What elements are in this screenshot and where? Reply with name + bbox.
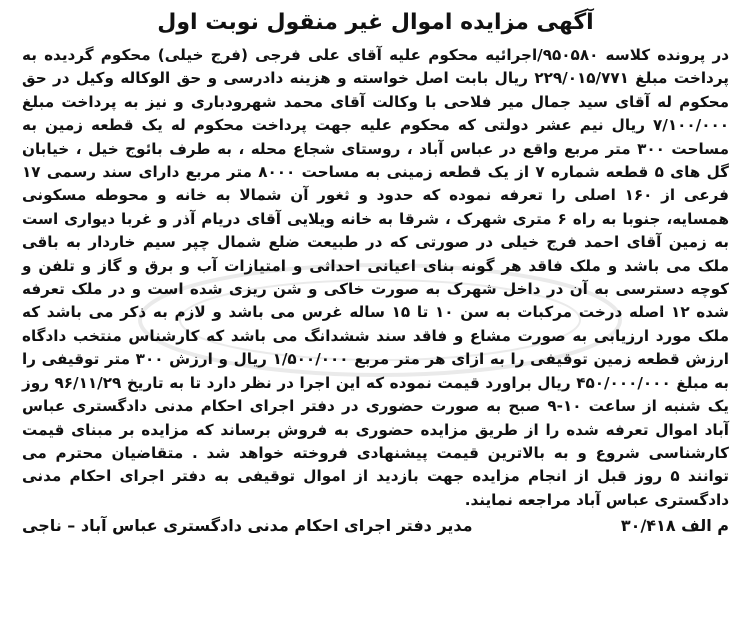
notice-signature: مدیر دفتر اجرای احکام مدنی دادگستری عباس آباد – ناجی <box>22 516 473 536</box>
notice-footer <box>22 514 729 538</box>
notice-title: آگهی مزایده اموال غیر منقول نوبت اول <box>157 10 594 35</box>
auction-notice <box>22 8 729 608</box>
notice-body: در پرونده کلاسه ۹۵۰۵۸۰/اجرائیه محکوم علیه آقای علی فرجی (فرج خیلی) محکوم گردیده به پرداخت مبلغ ۲۲۹/۰۱۵/۷۷۱ ریال بابت اصل خواسته و هزینه دادرسی و حق الوکاله وکیل در حق محکوم له آقای سید جمال میر فلاحی با وکالت آقای محمد شهرودباری و نیز به پرداخت مبلغ ۷/۱۰۰/۰۰۰ ریال نیم عشر دولتی که محکوم علیه جهت پرداخت محکوم له یک قطعه زمین به مساحت ۳۰۰ متر مربع واقع در عباس آباد ، روستای شجاع محله ، به طرف بائوج خیل ، خیابان گل های ۵ قطعه شماره ۷ از یک قطعه زمینی به مساحت ۸۰۰۰ متر مربع دارای سند رسمی ۱۷ فرعی از ۱۶۰ اصلی را تعرفه نموده که حدود و ثغور آن شمالا به خانه و محوطه مسکونی همسایه، جنوبا به راه ۶ متری شهرک ، شرقا به خانه ویلایی آقای دریام آذر و غربا دیواری است به زمین آقای احمد فرج خیلی در صورتی که در طبیعت ضلع شمال چپر سیم خاردار به باقی ملک می باشد و ملک فاقد هر گونه بنای اعیانی احداثی و امتیازات آب و برق و گاز و تلفن و کوچه دسترسی به آن در داخل شهرک به صورت خاکی و شن ریزی شده است و در ملک تعرفه شده ۱۲ اصله درخت مرکبات به سن ۱۰ تا ۱۵ ساله غرس می باشد و لازم به ذکر می باشد که ملک مورد ارزیابی به صورت مشاع و فاقد سند ششدانگ می باشد که کارشناس منتخب دادگاه ارزش قطعه زمین توقیفی را به ازای هر متر مربع ۱/۵۰۰/۰۰۰ ریال و ارزش ۳۰۰ متر توقیفی را به مبلغ ۴۵۰/۰۰۰/۰۰۰ ریال براورد قیمت نموده که این اجرا در نظر دارد تا به تاریخ ۹۶/۱۱/۲۹ روز یک شنبه از ساعت ۱۰-۹ صبح به صورت حضوری در دفتر اجرای احکام مدنی دادگستری عباس آباد اموال تعرفه شده را از طریق مزایده حضوری به فروش برساند که مزایده بر مبنای قیمت کارشناسی شروع و به بالاترین قیمت پیشنهادی فروخته خواهد شد . متقاضیان محترم می توانند ۵ روز قبل از انجام مزایده جهت بازدید از اموال توقیفی به دفتر اجرای احکام مدنی دادگستری عباس آباد مراجعه نمایند. <box>22 46 730 509</box>
notice-reference-number: م الف ۳۰/۴۱۸ <box>620 516 729 536</box>
